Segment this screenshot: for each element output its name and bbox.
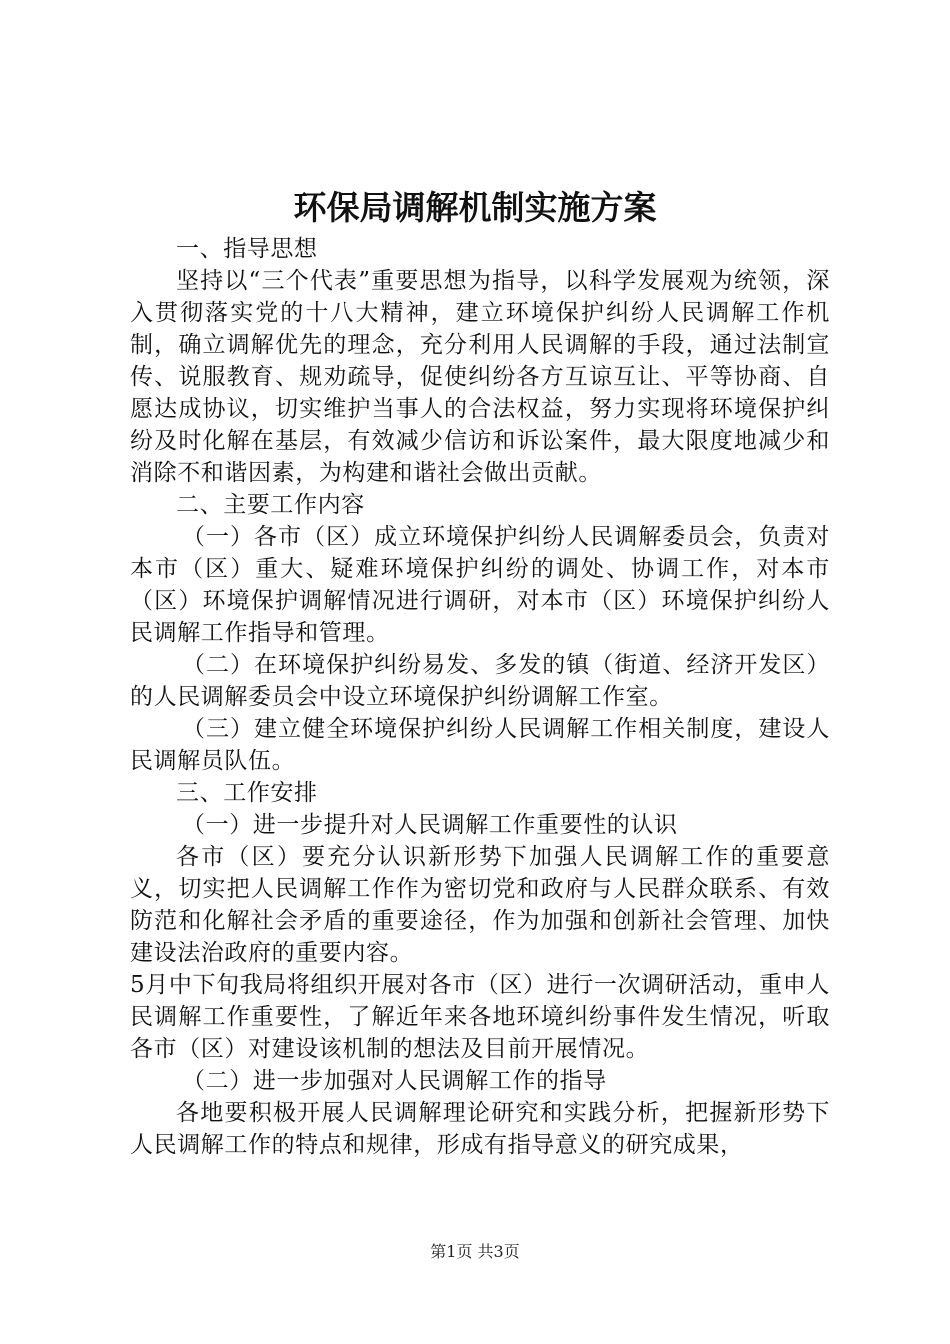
- paragraph: （一）各市（区）成立环境保护纠纷人民调解委员会，负责对本市（区）重大、疑难环境保护纠纷的调处、协调工作，对本市（区）环境保护调解情况进行调研，对本市（区）环境保护纠纷人民调解工作指导和管理。: [130, 524, 830, 646]
- section-heading: 二、主要工作内容: [176, 492, 365, 518]
- paragraph: 各地要积极开展人民调解理论研究和实践分析，把握新形势下人民调解工作的特点和规律，形成有指导意义的研究成果，: [130, 1100, 830, 1158]
- section-heading: 一、指导思想: [176, 236, 318, 262]
- paragraph: 各市（区）要充分认识新形势下加强人民调解工作的重要意义，切实把人民调解工作作为密切党和政府与人民群众联系、有效防范和化解社会矛盾的重要途径，作为加强和创新社会管理、加快建设法治政府的重要内容。: [130, 844, 830, 966]
- paragraph: （三）建立健全环境保护纠纷人民调解工作相关制度，建设人民调解员队伍。: [130, 716, 830, 774]
- document-title: 环保局调解机制实施方案: [293, 188, 657, 227]
- paragraph: （二）在环境保护纠纷易发、多发的镇（街道、经济开发区）的人民调解委员会中设立环境保护纠纷调解工作室。: [130, 652, 830, 710]
- page-number: 第1页 共3页: [430, 1242, 520, 1261]
- subsection-heading: （一）进一步提升对人民调解工作重要性的认识: [182, 812, 678, 838]
- subsection-heading: （二）进一步加强对人民调解工作的指导: [182, 1068, 607, 1094]
- paragraph: 5月中下旬我局将组织开展对各市（区）进行一次调研活动，重申人民调解工作重要性，了解近年来各地环境纠纷事件发生情况，听取各市（区）对建设该机制的想法及目前开展情况。: [130, 972, 830, 1062]
- paragraph: 坚持以“三个代表”重要思想为指导，以科学发展观为统领，深入贯彻落实党的十八大精神，建立环境保护纠纷人民调解工作机制，确立调解优先的理念，充分利用人民调解的手段，通过法制宣传、说服教育、规劝疏导，促使纠纷各方互谅互让、平等协商、自愿达成协议，切实维护当事人的合法权益，努力实现将环境保护纠纷及时化解在基层，有效减少信访和诉讼案件，最大限度地减少和消除不和谐因素，为构建和谐社会做出贡献。: [130, 268, 830, 486]
- document-body: [130, 233, 830, 1161]
- section-heading: 三、工作安排: [176, 780, 318, 806]
